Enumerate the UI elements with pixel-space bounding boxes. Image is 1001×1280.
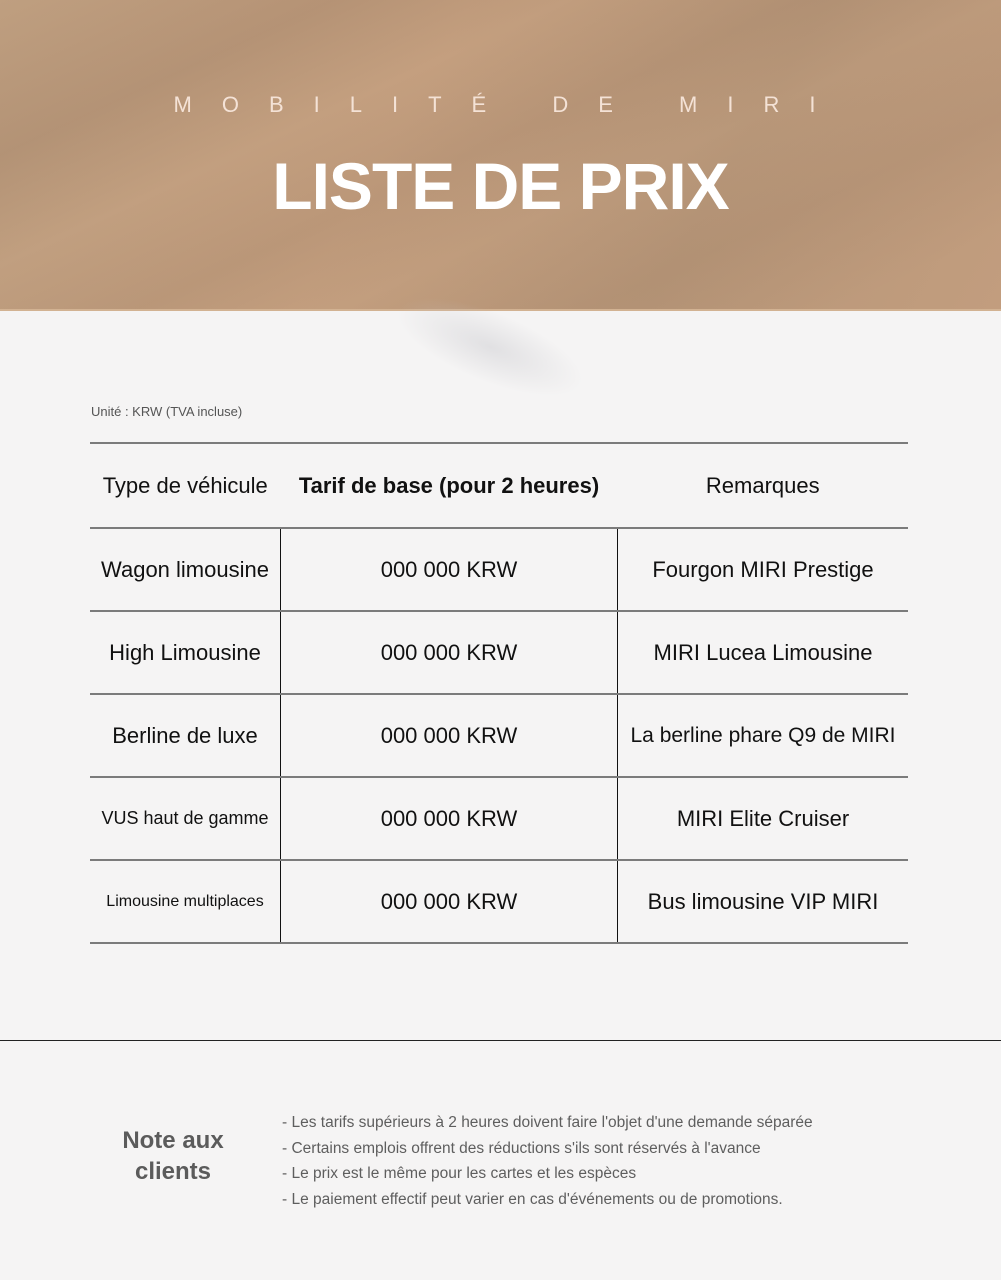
price-cell: 000 000 KRW [281, 777, 618, 860]
table-header-row [90, 443, 908, 528]
hero-banner [0, 0, 1001, 311]
section-divider [0, 1040, 1001, 1041]
header-vehicle-type: Type de véhicule [90, 443, 281, 528]
vehicle-type-cell: Limousine multiplaces [90, 860, 281, 943]
note-item: - Certains emplois offrent des réductions s'ils sont réservés à l'avance [282, 1139, 761, 1157]
remark-cell: Fourgon MIRI Prestige [618, 528, 909, 611]
notes-title [100, 1125, 246, 1187]
unit-note: Unité : KRW (TVA incluse) [91, 404, 243, 419]
remark-cell: MIRI Elite Cruiser [618, 777, 909, 860]
table-row [90, 694, 908, 777]
table-row [90, 528, 908, 611]
brand-subtitle: MOBILITÉ DE MIRI [173, 92, 846, 117]
price-cell: 000 000 KRW [281, 528, 618, 611]
header-base-rate: Tarif de base (pour 2 heures) [281, 443, 618, 528]
notes-title-line1: Note aux [122, 1127, 224, 1154]
vehicle-type-cell: Wagon limousine [90, 528, 281, 611]
table-row [90, 777, 908, 860]
page-title: LISTE DE PRIX [272, 149, 729, 223]
price-table [90, 442, 908, 944]
price-cell: 000 000 KRW [281, 611, 618, 694]
price-cell: 000 000 KRW [281, 860, 618, 943]
vehicle-type-cell: VUS haut de gamme [90, 777, 281, 860]
price-cell: 000 000 KRW [281, 694, 618, 777]
table-row [90, 860, 908, 943]
remark-cell: Bus limousine VIP MIRI [618, 860, 909, 943]
notes-title-line2: clients [134, 1158, 212, 1185]
table-row [90, 611, 908, 694]
note-item: - Le prix est le même pour les cartes et les espèces [282, 1165, 637, 1182]
header-remarks: Remarques [618, 443, 909, 528]
remark-cell: La berline phare Q9 de MIRI [618, 694, 909, 777]
remark-cell: MIRI Lucea Limousine [618, 611, 909, 694]
note-item: - Les tarifs supérieurs à 2 heures doivent faire l'objet d'une demande séparée [282, 1114, 813, 1131]
vehicle-type-cell: High Limousine [90, 611, 281, 694]
vehicle-type-cell: Berline de luxe [90, 694, 281, 777]
notes-list [282, 1110, 813, 1212]
note-item: - Le paiement effectif peut varier en cas d'événements ou de promotions. [282, 1190, 783, 1208]
